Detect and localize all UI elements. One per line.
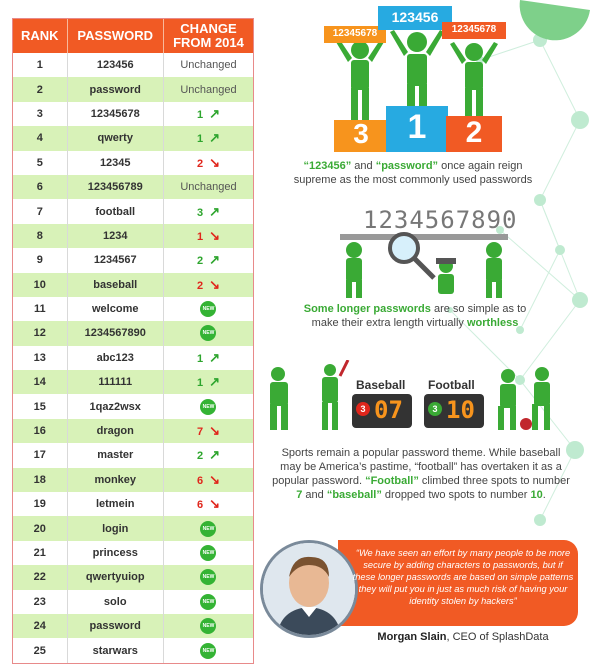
arrow-up-icon: ↗ [209,130,220,146]
arrow-down-icon: ↘ [209,496,220,512]
password-cell: starwars [67,638,163,662]
change-cell [163,151,253,175]
sports-period: . [542,489,546,501]
change-cell [163,126,253,150]
table-row [13,297,253,321]
new-badge-icon: NEW [200,399,216,415]
table-row [13,443,253,467]
password-cell: qwerty [67,126,163,150]
arrow-up-icon: ↗ [209,252,220,268]
table-row [13,394,253,418]
rank-cell: 10 [13,273,67,297]
rank-cell: 11 [13,297,67,321]
rank-cell: 23 [13,590,67,614]
sports-line4d: dropped two spots to number [381,489,531,501]
rank-cell: 6 [13,175,67,199]
header-change-line1: CHANGE [180,21,237,36]
change-value: Unchanged [180,59,237,72]
table-row [13,248,253,272]
header-change [163,19,253,53]
change-cell [163,321,253,345]
arrow-down-icon: ↘ [209,154,220,170]
podium-caption [268,159,558,187]
rank-cell: 22 [13,565,67,589]
caption-and: and [351,160,376,172]
password-cell: baseball [67,273,163,297]
header-rank: RANK [13,19,67,53]
rank-cell: 7 [13,199,67,223]
change-cell [163,492,253,516]
password-cell: password [67,77,163,101]
password-cell: 1234567 [67,248,163,272]
password-cell: 1qaz2wsx [67,394,163,418]
quote-attribution [352,631,574,643]
rank-cell: 5 [13,151,67,175]
sports-line3a: popular password. [272,475,366,487]
change-value: 6 [196,499,204,512]
table-row [13,151,253,175]
caption-password: “password” [375,160,439,172]
header-password: PASSWORD [67,19,163,53]
table-row [13,77,253,101]
sports-line1: Sports remain a popular password theme. While baseball [281,447,561,459]
change-value: 2 [196,255,204,268]
new-badge-icon: NEW [200,594,216,610]
new-badge-icon: NEW [200,643,216,659]
rank-cell: 3 [13,102,67,126]
password-cell: 1234567890 [67,321,163,345]
baseball-big-digits: 07 [374,396,403,424]
header-change-line2: FROM 2014 [173,35,244,50]
caption-line2: supreme as the most commonly used passwords [293,174,533,186]
new-badge-icon: NEW [200,618,216,634]
table-row [13,224,253,248]
podium-second: 2 [465,116,483,149]
table-row [13,199,253,223]
change-cell [163,468,253,492]
rank-cell: 20 [13,516,67,540]
arrow-down-icon: ↘ [209,471,220,487]
change-value: 2 [196,279,204,292]
change-value: Unchanged [180,83,237,96]
change-value: 7 [196,426,204,439]
rank-cell: 12 [13,321,67,345]
change-cell [163,77,253,101]
baseball-scoreboard [352,394,412,428]
sports-football-word: “Football” [365,475,419,487]
password-cell: football [67,199,163,223]
table-row [13,638,253,662]
football-big-digits: 10 [446,396,475,424]
new-badge-icon: NEW [200,545,216,561]
table-row [13,565,253,589]
caption-extra: make their extra length virtually [311,317,467,329]
baseball-label: Baseball [356,378,406,392]
caption-123456: “123456” [303,160,352,172]
change-cell [163,53,253,77]
table-row [13,492,253,516]
password-cell: login [67,516,163,540]
long-digits: 1234567890 [363,206,518,234]
change-cell [163,419,253,443]
change-cell [163,248,253,272]
password-cell: princess [67,541,163,565]
change-cell [163,346,253,370]
caption-simple: are so simple as to [430,303,527,315]
change-value: 1 [196,352,204,365]
password-cell: letmein [67,492,163,516]
table-row [13,53,253,77]
arrow-down-icon: ↘ [209,423,220,439]
caption-longer: Some longer passwords [303,303,431,315]
rank-cell: 25 [13,638,67,662]
rank-cell: 15 [13,394,67,418]
new-badge-icon: NEW [200,325,216,341]
podium-first: 1 [407,108,427,146]
change-value: Unchanged [180,181,237,194]
new-badge-icon: NEW [200,569,216,585]
baseball-small-digit: 3 [356,402,370,416]
change-cell [163,199,253,223]
rank-cell: 14 [13,370,67,394]
change-cell [163,224,253,248]
arrow-up-icon: ↗ [209,447,220,463]
change-cell [163,175,253,199]
new-badge-icon: NEW [200,301,216,317]
rank-cell: 1 [13,53,67,77]
password-cell: 111111 [67,370,163,394]
password-cell: qwertyuiop [67,565,163,589]
password-cell: password [67,614,163,638]
football-scoreboard [424,394,484,428]
password-cell: 1234 [67,224,163,248]
sports-caption [266,446,576,502]
change-cell [163,443,253,467]
sports-baseball-word: “baseball” [326,489,382,501]
sports-line3c: climbed three spots to number [418,475,570,487]
change-value: 2 [196,450,204,463]
change-value: 3 [196,206,204,219]
table-row [13,321,253,345]
caption-rest: once again reign [438,160,523,172]
change-value: 1 [196,133,204,146]
table-row [13,516,253,540]
password-cell: 123456 [67,53,163,77]
change-cell [163,614,253,638]
sports-num10: 10 [530,489,543,501]
password-cell: monkey [67,468,163,492]
change-value: 1 [196,377,204,390]
arrow-up-icon: ↗ [209,374,220,390]
sign-third: 12345678 [332,28,378,39]
password-table-panel [12,18,254,664]
table-row [13,590,253,614]
change-cell [163,638,253,662]
table-row [13,370,253,394]
password-cell: dragon [67,419,163,443]
change-cell [163,370,253,394]
table-row [13,468,253,492]
sports-and: and [302,489,327,501]
magnifier-caption [275,302,555,330]
password-cell: 123456789 [67,175,163,199]
rank-cell: 21 [13,541,67,565]
rank-cell: 9 [13,248,67,272]
password-table [13,19,253,663]
arrow-up-icon: ↗ [209,105,220,121]
table-header-row [13,19,253,53]
rank-cell: 24 [13,614,67,638]
quote-name: Morgan Slain [377,631,447,643]
change-cell [163,102,253,126]
change-cell [163,394,253,418]
football-small-digit: 3 [428,402,442,416]
rank-cell: 8 [13,224,67,248]
change-value: 6 [196,474,204,487]
change-cell [163,565,253,589]
caption-worthless: worthless [466,317,519,329]
arrow-down-icon: ↘ [209,227,220,243]
change-cell [163,273,253,297]
podium-third: 3 [353,118,369,149]
table-row [13,102,253,126]
password-cell: master [67,443,163,467]
change-value: 2 [196,157,204,170]
password-cell: 12345 [67,151,163,175]
password-cell: solo [67,590,163,614]
table-row [13,346,253,370]
password-cell: 12345678 [67,102,163,126]
table-row [13,541,253,565]
football-label: Football [428,378,475,392]
rank-cell: 18 [13,468,67,492]
quote-text: “We have seen an effort by many people to be more secure by adding characters to passwords, but if these longer passwords are based on simple patterns they will put you in just as much risk of having your identity stolen by hackers” [352,548,574,606]
rank-cell: 13 [13,346,67,370]
rank-cell: 17 [13,443,67,467]
table-row [13,175,253,199]
rank-cell: 2 [13,77,67,101]
magnifier-illustration [334,228,514,298]
table-row [13,614,253,638]
quote-title: , CEO of SplashData [446,631,549,643]
table-row [13,273,253,297]
password-cell: abc123 [67,346,163,370]
rank-cell: 4 [13,126,67,150]
table-row [13,126,253,150]
change-cell [163,516,253,540]
sign-first: 123456 [391,9,439,25]
portrait-icon [263,543,355,635]
rank-cell: 16 [13,419,67,443]
change-value: 1 [196,230,204,243]
table-row [13,419,253,443]
arrow-up-icon: ↗ [209,203,220,219]
change-cell [163,590,253,614]
sports-num7: 7 [296,489,303,501]
avatar [260,540,358,638]
arrow-up-icon: ↗ [209,349,220,365]
change-cell [163,297,253,321]
sports-line2: may be America’s pastime, “football” has overtaken it as a [280,461,562,473]
change-cell [163,541,253,565]
password-cell: welcome [67,297,163,321]
arrow-down-icon: ↘ [209,276,220,292]
new-badge-icon: NEW [200,521,216,537]
change-value: 1 [196,108,204,121]
sign-second: 12345678 [451,24,497,35]
rank-cell: 19 [13,492,67,516]
